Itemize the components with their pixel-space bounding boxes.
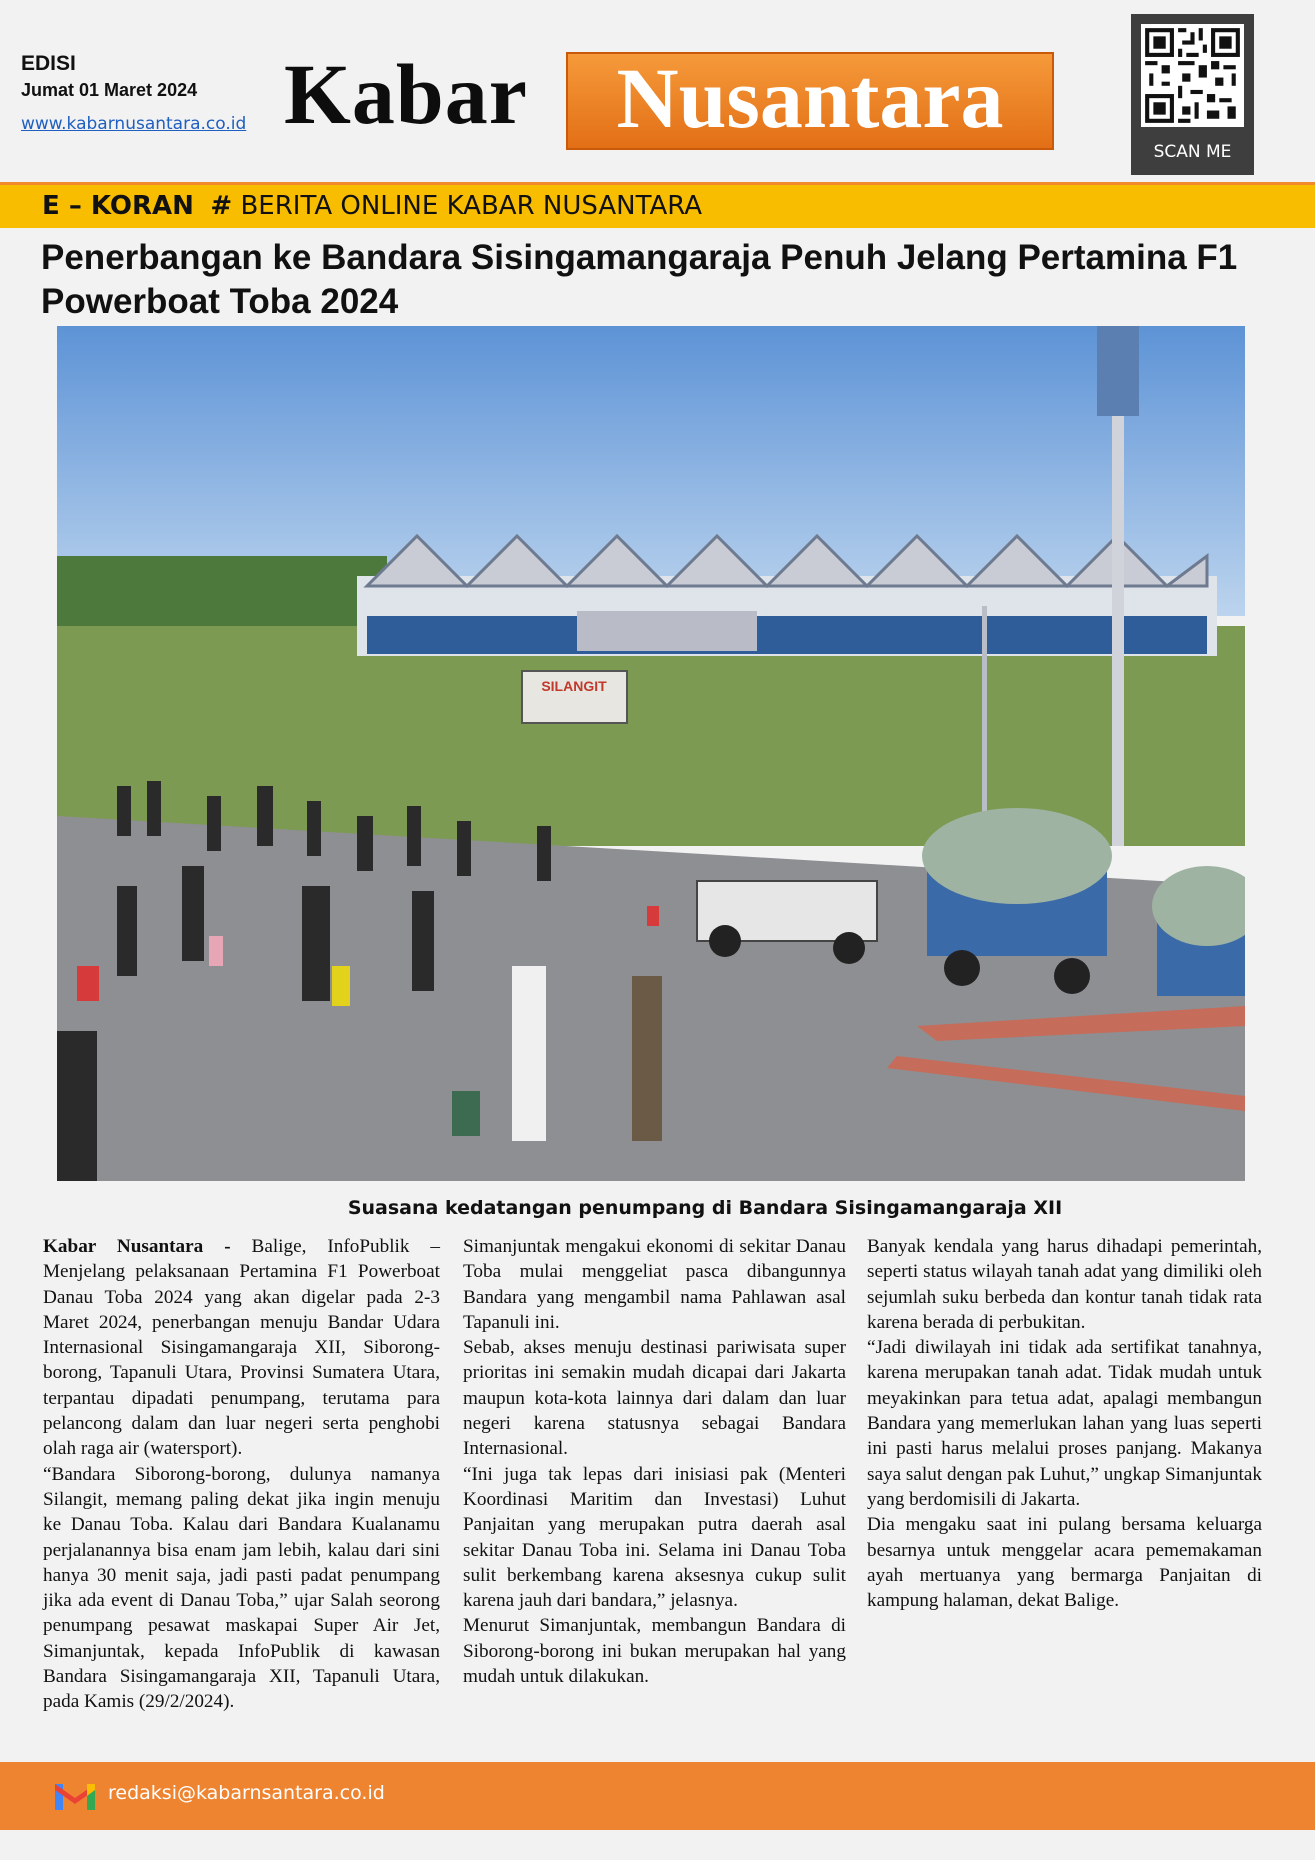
hill (57, 556, 387, 636)
entrance-canopy (577, 611, 757, 651)
tractor-wheel (709, 925, 741, 957)
grass-field (57, 626, 1245, 846)
logo-kabar: Kabar (284, 46, 528, 142)
article-paragraph: “Bandara Siborong-borong, dulunya namanya Silangit, memang paling dekat jika ingin menuju ke Danau Toba. Kalau dari Bandara Kualanamu perjalanannya bisa enam jam lebih, kalau dari sini hanya 30 menit saja, jadi pasti padat penumpang jika ada event di Danau Toba,” ujar Salah seorong penumpang pesawat maskapai Super Air Jet, Simanjuntak, kepada InfoPublik di kawasan Bandara Sisingamangaraja XII, Tapanuli Utara, pada Kamis (29/2/2024). (43, 1463, 440, 1713)
article-paragraph: “Jadi diwilayah ini tidak ada sertifikat tanahnya, karena merupakan tanah adat. Tidak mudah untuk meyakinkan para tetua adat, apalagi membangun Bandara yang memerlukan lahan yang luas seperti ini pasti harus melalui proses panjang. Makanya saya salut dengan pak Luhut,” ungkap Simanjuntak yang berdomisili di Jakarta. (867, 1337, 1262, 1510)
footer-bar (0, 1762, 1315, 1830)
article-paragraph: Dia mengaku saat ini pulang bersama keluarga besarnya untuk menggelar acara pememakaman ayah mertuanya yang bermarga Panjaitan di kampung halaman, dekat Balige. (867, 1514, 1262, 1612)
article-paragraph: Banyak kendala yang harus dihadapi pemerintah, seperti status wilayah tanah adat yang dimiliki oleh sejumlah suku berbeda dan kontur tanah tidak rata karena berada di perbukitan. (867, 1236, 1262, 1333)
band-title (42, 191, 702, 221)
edition-label: EDISI (21, 52, 76, 75)
qr-code-box[interactable] (1131, 14, 1254, 175)
footer-email-link[interactable]: redaksi@kabarnsantara.co.id (108, 1782, 385, 1804)
lamp-post (982, 606, 987, 826)
lead-source: Kabar Nusantara - (43, 1236, 231, 1257)
airport-sign-text: SILANGIT (541, 678, 607, 694)
band-label: E – KORAN (42, 191, 194, 221)
article-paragraph: Menurut Simanjuntak, membangun Bandara di Siborong-borong ini bukan merupakan hal yang mudah untuk dilakukan. (463, 1615, 846, 1688)
lead-text: Balige, InfoPublik – Menjelang pelaksanaan Pertamina F1 Powerboat Danau Toba 2024 yang akan digelar pada 2-3 Maret 2024, penerbangan menuju Bandar Udara Internasional Sisingamangaraja XII, Siborong-borong, Tapanuli Utara, Provinsi Sumatera Utara, terpantau dipadati penumpang, terutama para pelancong dalam dan luar negeri serta penghobi olah raga air (watersport). (43, 1236, 440, 1460)
article-column-3 (867, 1234, 1262, 1613)
logo-nusantara-box (566, 52, 1054, 150)
cart-wheel (944, 950, 980, 986)
tractor-wheel-2 (833, 932, 865, 964)
website-link[interactable]: www.kabarnusantara.co.id (21, 114, 247, 134)
light-tower-head (1097, 326, 1139, 416)
edition-date: Jumat 01 Maret 2024 (21, 80, 198, 100)
article-photo (57, 326, 1245, 1181)
band-subtitle: BERITA ONLINE KABAR NUSANTARA (240, 191, 703, 221)
article-headline: Penerbangan ke Bandara Sisingamangaraja Penuh Jelang Pertamina F1 Powerboat Toba 2024 (41, 238, 1238, 321)
article-paragraph: “Ini juga tak lepas dari inisiasi pak (Menteri Koordinasi Maritim dan Investasi) Luhut Panjaitan yang merupakan putra daerah asal sekitar Danau Toba ini. Selama ini Danau Toba sulit berkembang karena aksesnya cukup sulit karena jauh dari bandara,” jelasnya. (463, 1463, 846, 1612)
photo-caption: Suasana kedatangan penumpang di Bandara Sisingamangaraja XII (347, 1197, 1063, 1219)
article-paragraph (43, 1234, 440, 1462)
qr-code-icon (1141, 24, 1244, 127)
article-column-2 (463, 1234, 846, 1689)
terminal-windows (367, 616, 1207, 654)
scan-me-label: SCAN ME (1153, 142, 1232, 162)
gmail-icon (55, 1780, 95, 1810)
baggage-load (922, 808, 1112, 904)
section-band (0, 182, 1315, 228)
article-paragraph: Sebab, akses menuju destinasi pariwisata super prioritas ini semakin mudah dicapai dari Jakarta maupun kota-kota lainnya dari dalam dan luar negeri karena statusnya sebagai Bandara Internasional. (463, 1337, 846, 1460)
cart-wheel-2 (1054, 958, 1090, 994)
logo-nusantara: Nusantara (616, 50, 1004, 146)
article-paragraph: Simanjuntak mengakui ekonomi di sekitar Danau Toba mulai menggeliat pasca dibangunnya Bandara yang mengambil nama Pahlawan asal Tapanuli ini. (463, 1236, 846, 1333)
article-column-1 (43, 1234, 440, 1715)
band-hash: # (210, 191, 233, 221)
